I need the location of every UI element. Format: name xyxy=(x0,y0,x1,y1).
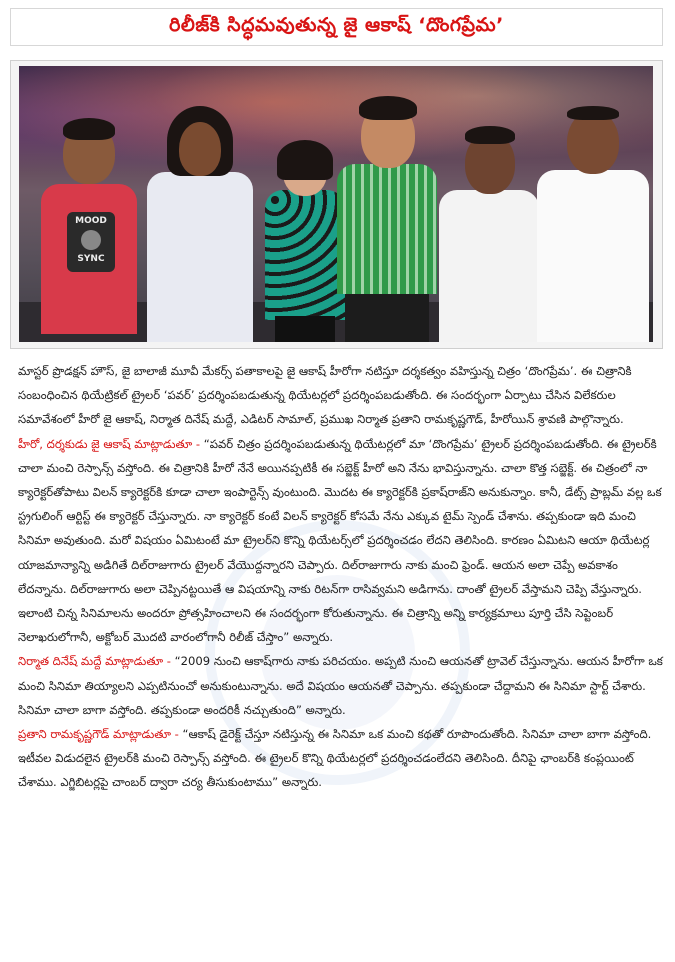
person-5 xyxy=(433,112,545,342)
photo-frame xyxy=(10,60,663,349)
speaker-dinesh: నిర్మాత దినేష్ మద్దే మాట్లాడుతూ - xyxy=(18,654,175,669)
speaker-ramakrishna-goud: ప్రతాని రామకృష్ణగౌడ్ మాట్లాడుతూ - xyxy=(18,727,183,742)
paragraph-dinesh xyxy=(18,649,666,722)
quote-ramakrishna-goud: “ఆకాష్ డైరెక్ట్ చేస్తూ నటిస్తున్న ఈ సినిమా ఒక మంచి కథతో రూపొందుతోంది. సినిమా చాలా బాగా వస్తోంది. ఇటీవల విడుదలైన ట్రైలర్‌కి మంచి రెస్పాన్స్ వస్తోంది. ఈ ట్రైలర్ కొన్ని థియేటర్లలో ప్రదర్శించడంలేదని తెలిసింది. దీనిపై ఛాంబర్‌కి కంప్లయింట్ చేశాము. ఎగ్జిబిటర్లపై చాంబర్ ద్వారా చర్య తీసుకుంటాము” అన్నారు. xyxy=(18,727,652,790)
intro-text: మాస్టర్ ప్రొడక్షన్ హౌస్, జై బాలాజీ మూవీ మేకర్స్ పతాకాలపై జై ఆకాష్ హీరోగా నటిస్తూ దర్శకత్వం వహిస్తున్న చిత్రం ‘దొంగప్రేమ’. ఈ చిత్రానికి సంబంధించిన థియేట్రికల్ ట్రైలర్ ‘పవర్’ ప్రదర్శింపబడుతున్న థియేటర్లలో ప్రదర్శింపబడుతోంది. ఈ సందర్భంగా ఏర్పాటు చేసిన విలేకరుల సమావేశంలో హీరో జై ఆకాష్, నిర్మాత దినేష్ మద్దే, ఎడిటర్ సామాల్, ప్రముఖ నిర్మాత ప్రతాని రామకృష్ణగౌడ్, హీరోయిన్ శ్రావణి పాల్గొన్నారు. xyxy=(18,364,632,427)
paragraph-ramakrishna-goud xyxy=(18,722,666,795)
article-body xyxy=(18,359,666,795)
quote-jai-akash: “పవర్ చిత్రం ప్రదర్శింపబడుతున్న థియేటర్లలో మా ‘దొంగప్రేమ’ ట్రైలర్ ప్రదర్శింపబడుతోంది. ఈ ట్రైలర్‌కి చాలా మంచి రెస్పాన్స్ వస్తోంది. ఈ చిత్రానికి హీరో నేనే అయినప్పటికీ ఈ సబ్జెక్ట్ హీరో అని నేను భావిస్తున్నాను. చాలా కొత్త సబ్జెక్ట్. ఈ చిత్రంలో నా క్యారెక్టర్‌తోపాటు విలన్ క్యారెక్టర్‌కి కూడా చాలా ఇంపార్టెన్స్ వుంటుంది. మొదట ఈ క్యారెక్టర్‌కి ప్రకాష్‌రాజ్‌ని అనుకున్నాం. కానీ, డేట్స్ ప్రాబ్లమ్ వల్ల ఒక స్ట్రగులింగ్ ఆర్టిస్ట్ ఈ క్యారెక్టర్ చేస్తున్నారు. నా క్యారెక్టర్ కంటే విలన్ క్యారెక్టర్ కోసమే నేను ఎక్కువ టైమ్ స్పెండ్ చేశాను. తప్పకుండా ఇది మంచి సినిమా అవుతుంది. మరో విషయం ఏమిటంటే మా ట్రైలర్‌ని కొన్ని థియేటర్స్‌లో ప్రదర్శించడం లేదని తెలిసింది. కారణం ఏమిటని ఆయా థియేటర్ల యాజమాన్యాన్ని అడిగితే దిల్‌రాజుగారు ట్రైలర్ వేయొద్దన్నారని చెప్పారు. దిల్‌రాజుగారు నాకు మంచి ఫ్రెండ్. ఆయన అలా చెప్పే అవకాశం లేదన్నాను. దిల్‌రాజుగారు అలా చెప్పినట్టయితే ఆ విషయాన్ని నాకు రిటన్‌గా రాసివ్వమని అడిగాను. దాంతో ట్రైలర్ వేస్తామని చెప్పి వేస్తున్నారు. ఇలాంటి చిన్న సినిమాలను అందరూ ప్రోత్సహించాలని ఈ సందర్భంగా కోరుతున్నాను. ఈ చిత్రాన్ని అన్ని కార్యక్రమాలు పూర్తి చేసి సెప్టెంబర్ నెలాఖరులోగానీ, అక్టోబర్ మొదటి వారంలోగానీ రిలీజ్ చేస్తాం” అన్నారు. xyxy=(18,436,662,645)
paragraph-jai-akash xyxy=(18,432,666,650)
person-1 xyxy=(33,112,145,342)
person-6 xyxy=(531,92,653,342)
headline: రిలీజ్‌కి సిద్ధమవుతున్న జై ఆకాష్ ‘దొంగప్రేమ’ xyxy=(169,13,504,36)
person-2 xyxy=(141,92,259,342)
tshirt-text-bottom: SYNC xyxy=(77,254,105,264)
tshirt-text-top: MOOD xyxy=(75,216,107,226)
speaker-jai-akash: హీరో, దర్శకుడు జై ఆకాష్ మాట్లాడుతూ - xyxy=(18,436,204,451)
person-4 xyxy=(331,82,443,342)
event-photo xyxy=(19,66,653,342)
headline-box xyxy=(10,8,663,46)
intro-paragraph xyxy=(18,359,666,432)
quote-dinesh: “2009 నుంచి ఆకాష్‌గారు నాకు పరిచయం. అప్పటి నుంచి ఆయనతో ట్రావెల్ చేస్తున్నాను. ఆయన హీరోగా ఒక మంచి సినిమా తియ్యాలని ఎప్పటినుంచో అనుకుంటున్నాను. అదే విషయం ఆయనతో చెప్పాను. తప్పకుండా చేద్దామని ఈ సినిమా స్టార్ట్ చేశారు. సినిమా చాలా బాగా వస్తోంది. తప్పకుండా అందరికీ నచ్చుతుంది” అన్నారు. xyxy=(18,654,663,717)
